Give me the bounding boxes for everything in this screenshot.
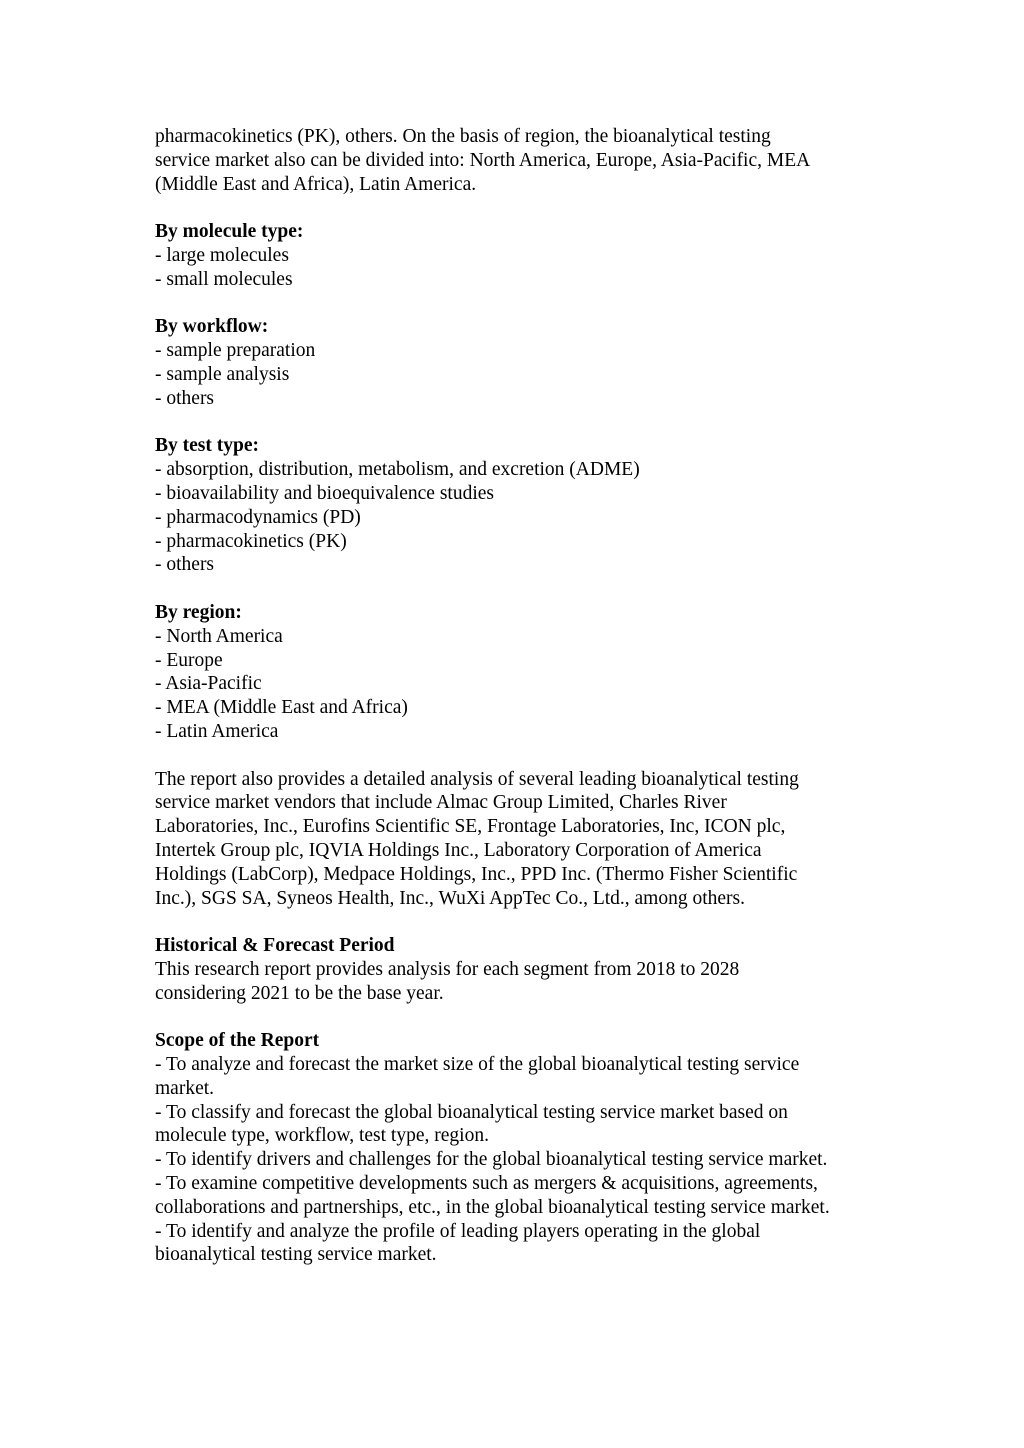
text-line: - To identify and analyze the profile of leading players operating in the global [155,1220,761,1242]
test-type-section [155,434,885,577]
section-heading: By workflow: [155,316,269,338]
region-section [155,601,885,744]
text-line: - To examine competitive developments such as mergers & acquisitions, agreements, [155,1173,818,1195]
list-item: - absorption, distribution, metabolism, and excretion (ADME) [155,459,640,481]
text-line: Holdings (LabCorp), Medpace Holdings, Inc., PPD Inc. (Thermo Fisher Scientific [155,863,798,885]
scope-section [155,1029,885,1267]
list-item: - pharmacokinetics (PK) [155,530,347,552]
paragraph-gap [155,196,885,220]
list-item: - small molecules [155,268,293,290]
list-item: - North America [155,625,283,647]
document-page [155,125,885,1267]
list-item: - large molecules [155,244,289,266]
text-line: The report also provides a detailed analysis of several leading bioanalytical testing [155,768,799,790]
intro-paragraph [155,125,885,196]
section-heading: By molecule type: [155,221,304,243]
text-line: market. [155,1077,215,1099]
text-line: considering 2021 to be the base year. [155,982,444,1004]
molecule-type-section [155,220,885,291]
paragraph-gap [155,910,885,934]
text-line: bioanalytical testing service market. [155,1244,437,1266]
text-line: - To identify drivers and challenges for the global bioanalytical testing service market. [155,1149,828,1171]
paragraph-gap [155,292,885,316]
section-heading: By region: [155,601,242,623]
list-item: - bioavailability and bioequivalence studies [155,482,494,504]
section-heading: Scope of the Report [155,1030,320,1052]
list-item: - Latin America [155,720,279,742]
workflow-section [155,315,885,410]
text-line: service market vendors that include Almac Group Limited, Charles River [155,792,727,814]
text-line: pharmacokinetics (PK), others. On the basis of region, the bioanalytical testing [155,126,771,147]
text-line: - To classify and forecast the global bioanalytical testing service market based on [155,1101,788,1123]
list-item: - sample analysis [155,363,290,385]
text-line: - To analyze and forecast the market size of the global bioanalytical testing service [155,1054,800,1076]
list-item: - sample preparation [155,340,316,362]
paragraph-gap [155,744,885,768]
text-line: collaborations and partnerships, etc., in the global bioanalytical testing service market. [155,1196,830,1218]
text-line: Laboratories, Inc., Eurofins Scientific SE, Frontage Laboratories, Inc, ICON plc, [155,816,786,838]
list-item: - others [155,554,215,576]
period-section [155,934,885,1005]
list-item: - others [155,387,215,409]
list-item: - Asia-Pacific [155,673,262,695]
paragraph-gap [155,411,885,435]
section-heading: By test type: [155,435,259,457]
list-item: - Europe [155,649,223,671]
list-item: - MEA (Middle East and Africa) [155,697,408,719]
text-line: (Middle East and Africa), Latin America. [155,173,477,195]
paragraph-gap [155,1005,885,1029]
text-line: Inc.), SGS SA, Syneos Health, Inc., WuXi AppTec Co., Ltd., among others. [155,887,746,909]
text-line: service market also can be divided into: North America, Europe, Asia-Pacific, MEA [155,149,811,171]
text-line: molecule type, workflow, test type, region. [155,1125,489,1147]
text-line: This research report provides analysis for each segment from 2018 to 2028 [155,958,740,980]
list-item: - pharmacodynamics (PD) [155,506,361,528]
text-line: Intertek Group plc, IQVIA Holdings Inc., Laboratory Corporation of America [155,839,762,861]
section-heading: Historical & Forecast Period [155,935,395,957]
vendors-paragraph [155,768,885,911]
paragraph-gap [155,577,885,601]
